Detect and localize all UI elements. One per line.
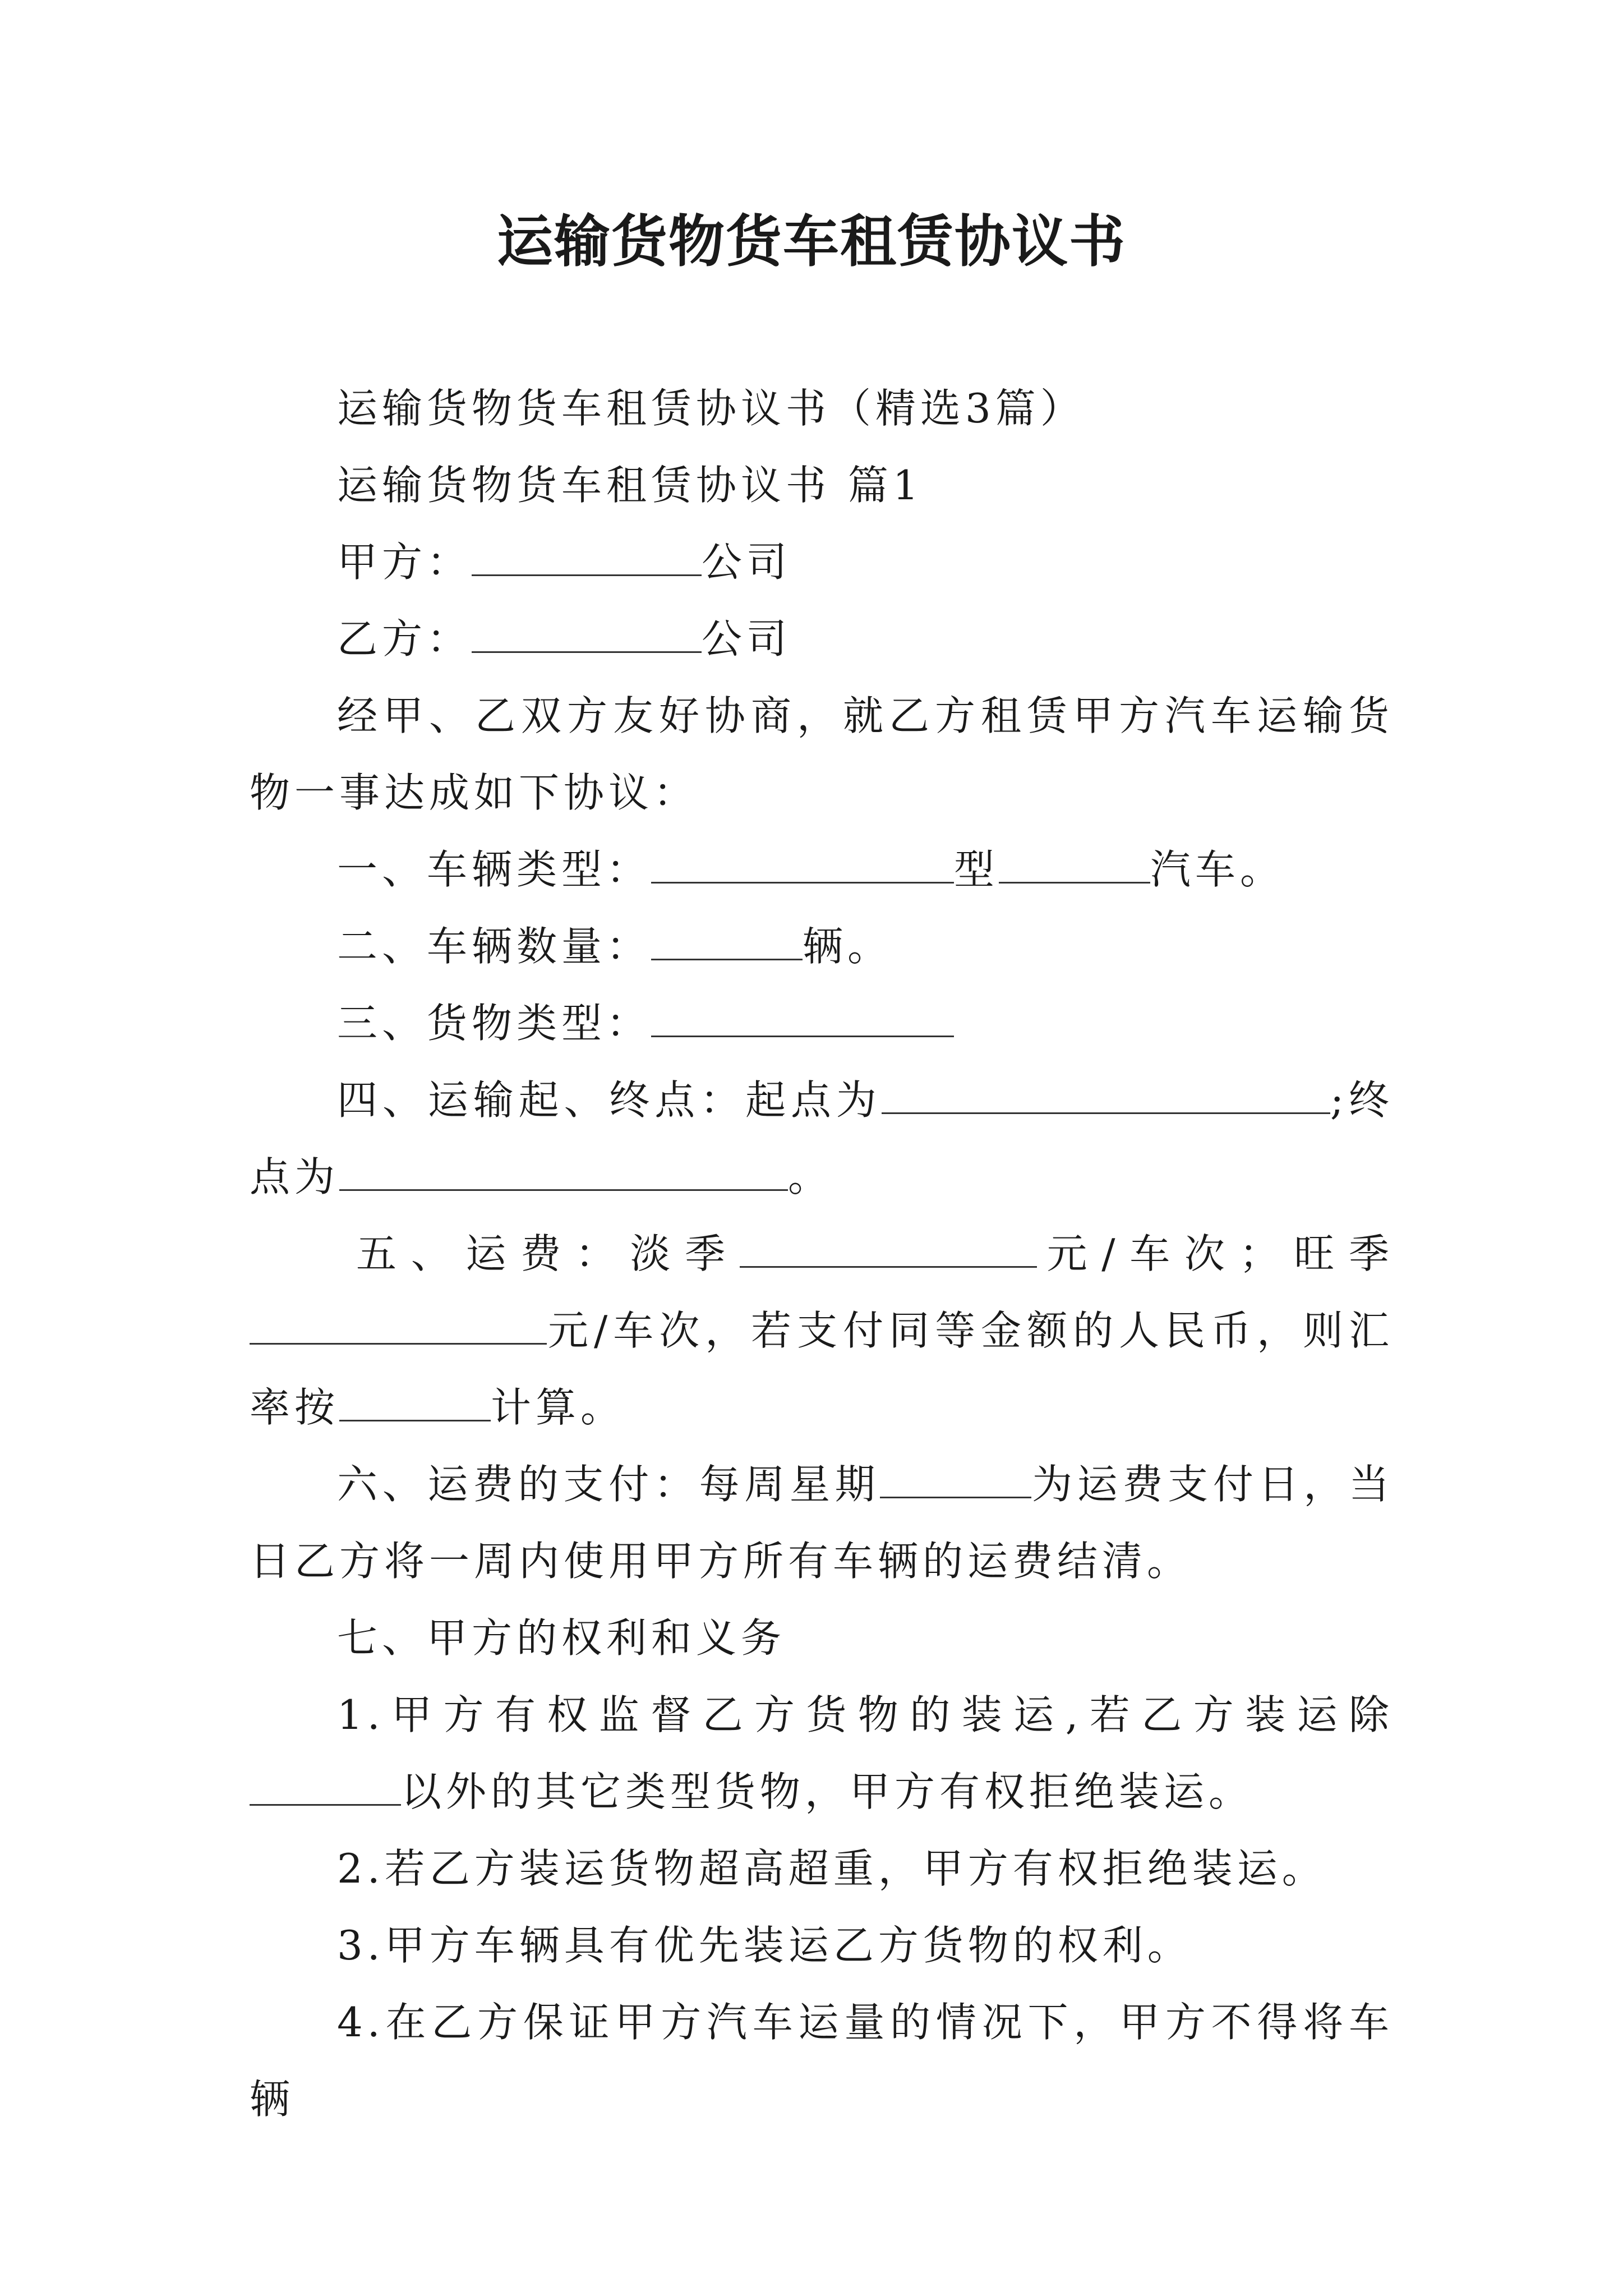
party-a-line: 甲方： 公司	[337, 539, 792, 586]
payment-day-blank[interactable]	[880, 1462, 1031, 1498]
cargo-type-blank[interactable]	[651, 1001, 954, 1037]
clause-4: 4.在乙方保证甲方汽车运量的情况下，甲方不得将车辆	[250, 1999, 1394, 2123]
party-a-blank[interactable]	[472, 540, 702, 576]
party-b-line: 乙方： 公司	[337, 615, 792, 662]
clause-2: 2.若乙方装运货物超高超重，甲方有权拒绝装运。	[337, 1845, 1327, 1892]
vehicle-count-blank[interactable]	[651, 924, 803, 960]
item-1: 一、车辆类型： 型 汽车。	[337, 846, 1285, 893]
item-3: 三、货物类型：	[250, 985, 1394, 1062]
allowed-cargo-blank[interactable]	[250, 1769, 401, 1806]
end-point-blank[interactable]	[339, 1154, 788, 1191]
start-point-blank[interactable]	[882, 1078, 1330, 1114]
exchange-rate-blank[interactable]	[339, 1385, 491, 1421]
item-4: 四、运输起、终点：起点为 ;终点为 。	[250, 1076, 1394, 1200]
item-2: 二、车辆数量： 辆。	[337, 923, 893, 970]
peak-season-fare-blank[interactable]	[250, 1308, 547, 1345]
vehicle-type-blank[interactable]	[651, 847, 954, 884]
subtitle: 运输货物货车租赁协议书（精选3篇）	[337, 385, 1085, 432]
clause-1: 1.甲方有权监督乙方货物的装运,若乙方装运除以外的其它类型货物，甲方有权拒绝装运。	[250, 1677, 1394, 1830]
clause-3: 3.甲方车辆具有优先装运乙方货物的权利。	[337, 1922, 1192, 1969]
document-title: 运输货物货车租赁协议书	[497, 208, 1126, 274]
off-season-fare-blank[interactable]	[740, 1231, 1037, 1268]
part-heading: 运输货物货车租赁协议书 篇1	[337, 462, 923, 509]
item-6: 六、运费的支付：每周星期 为运费支付日，当日乙方将一周内使用甲方所有车辆的运费结清。	[250, 1461, 1394, 1585]
vehicle-model-blank[interactable]	[999, 847, 1150, 884]
intro-paragraph: 经甲、乙双方友好协商，就乙方租赁甲方汽车运输货物一事达成如下协议：	[250, 692, 1394, 816]
item-7: 七、甲方的权利和义务	[337, 1614, 786, 1662]
item-5: 五、运费：淡季 元/车次；旺季元/车次，若支付同等金额的人民币，则汇率按 计算。	[250, 1230, 1394, 1431]
document-body	[250, 370, 1394, 2138]
party-b-blank[interactable]	[472, 616, 702, 653]
